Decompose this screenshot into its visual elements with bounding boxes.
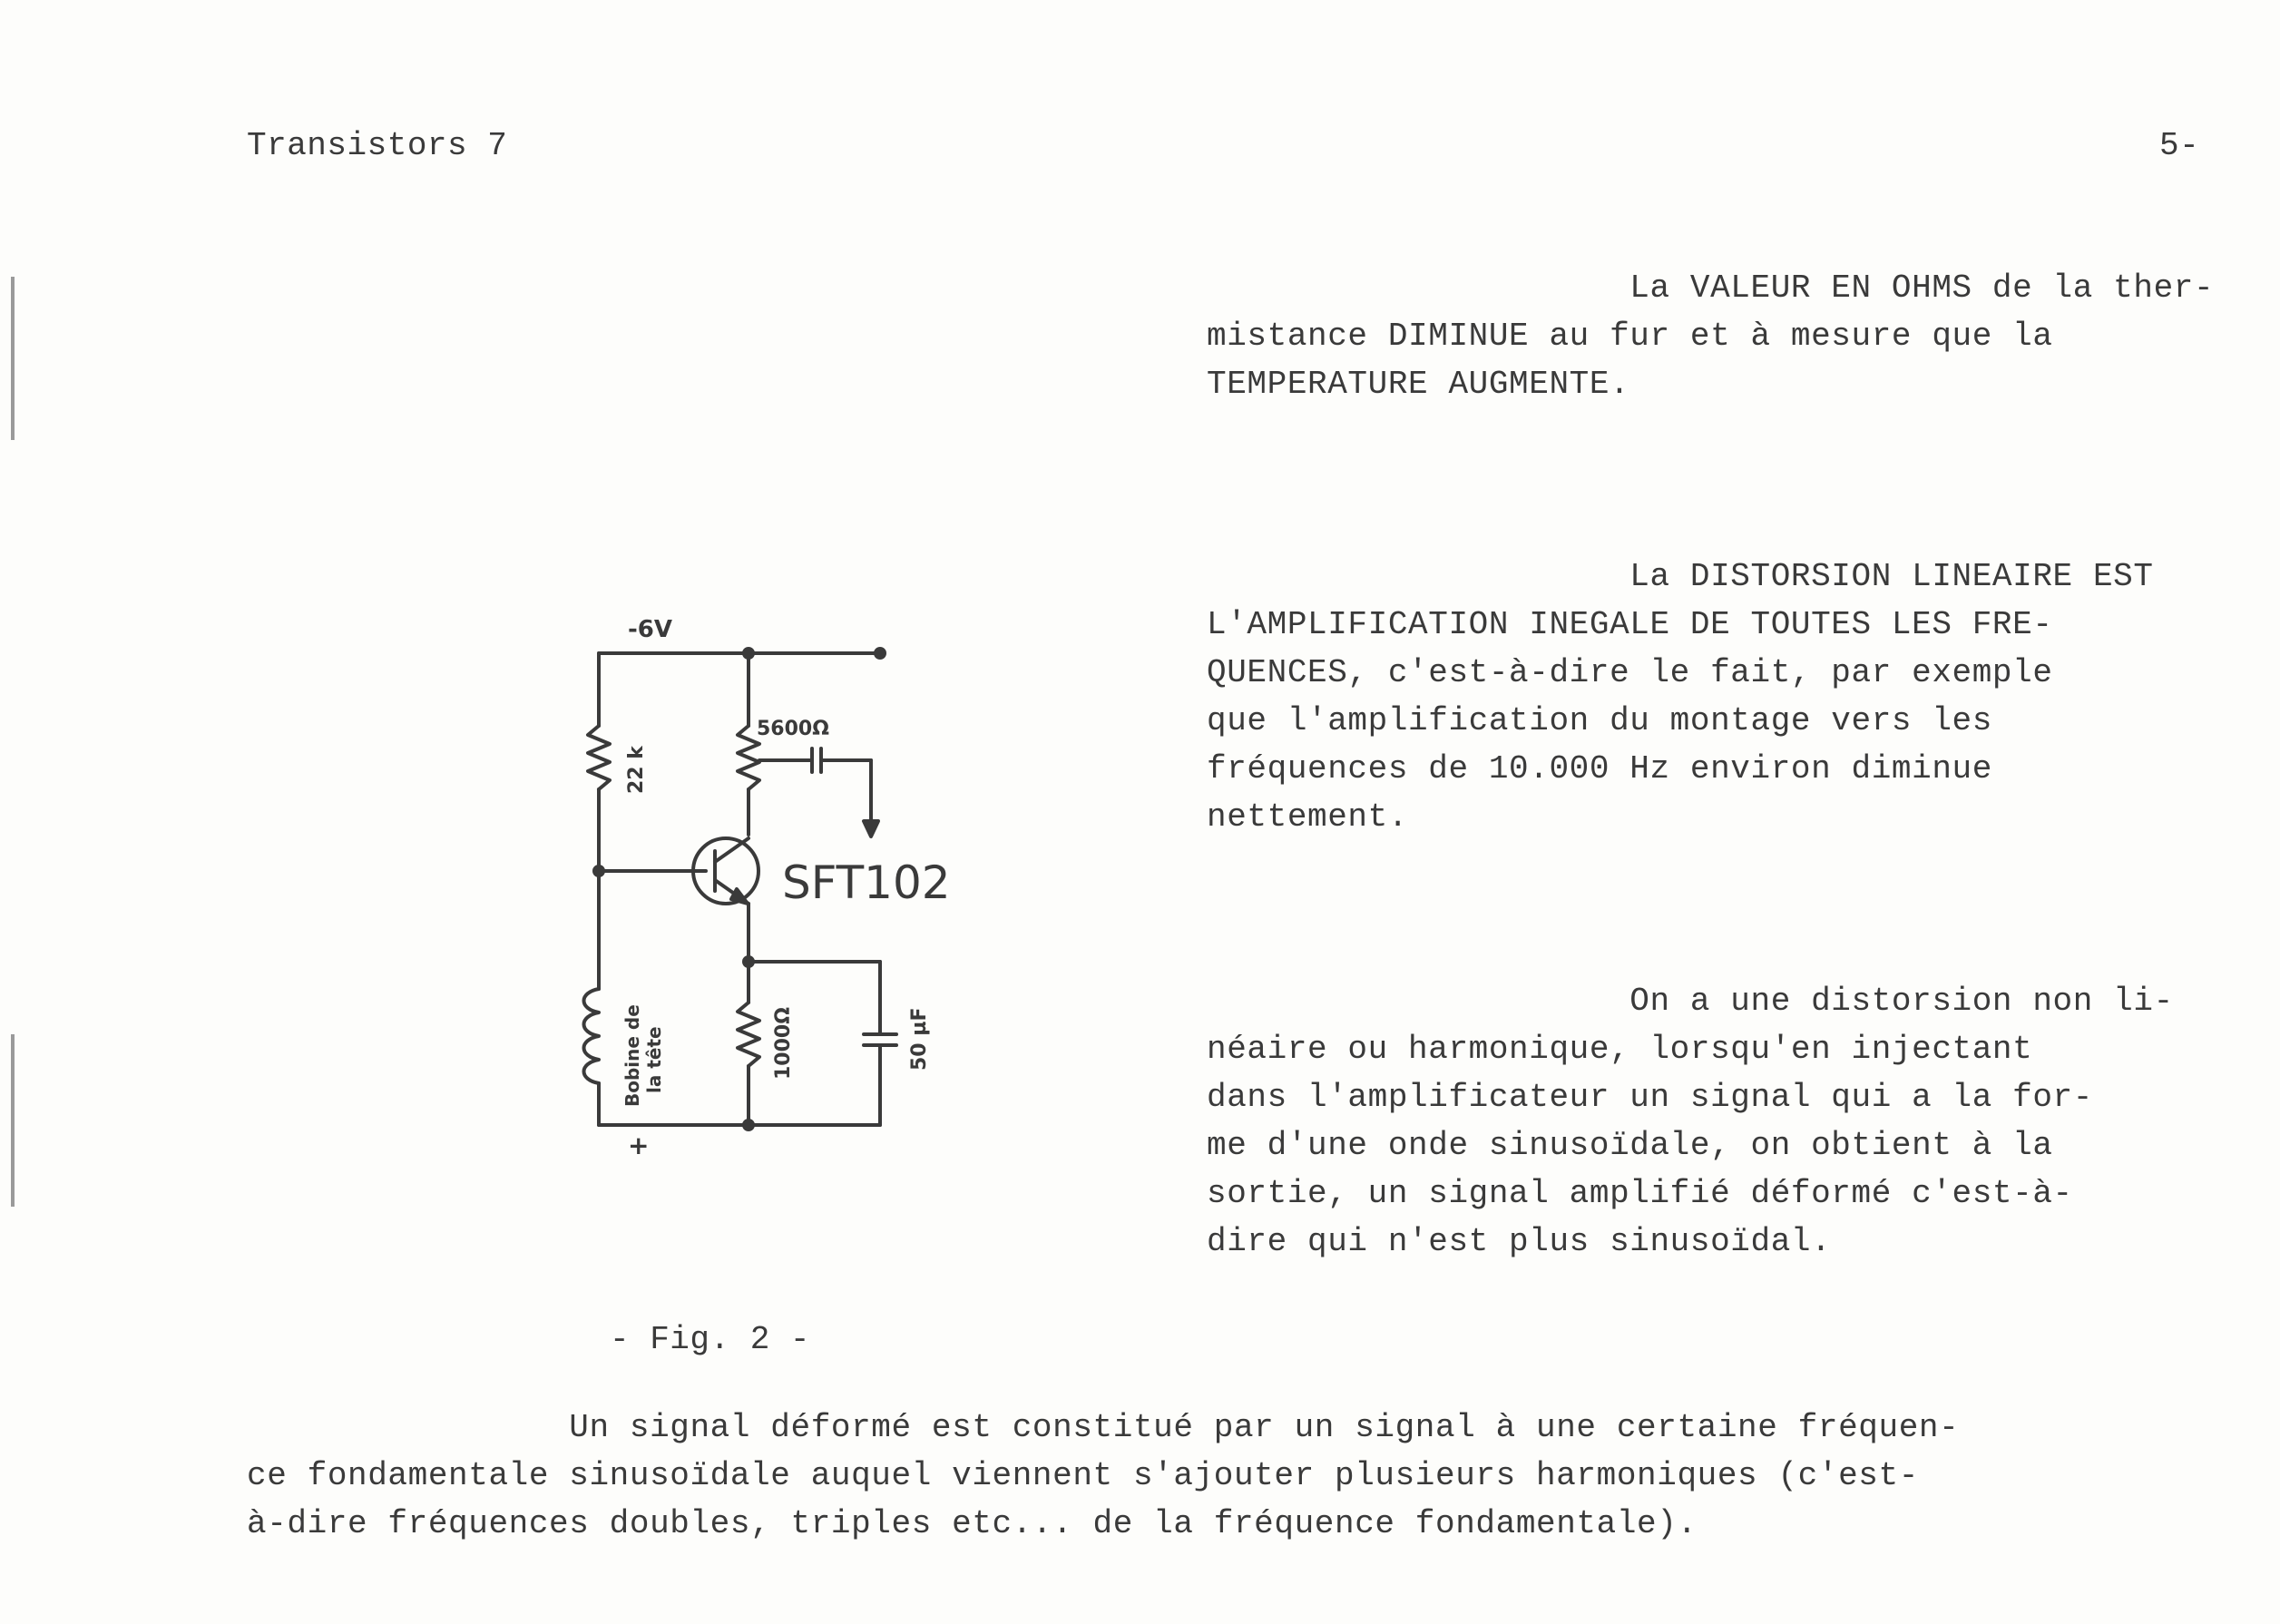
output-arrow-icon bbox=[864, 821, 878, 836]
running-header-title: Transistors 7 bbox=[247, 127, 508, 164]
label-r2: 5600Ω bbox=[757, 718, 829, 740]
paragraph-signal-deforme: Un signal déformé est constitué par un signal à une certaine fréquen- ce fondamentale sinusoïdale auquel viennent s'ajouter plusieurs harmoniques (c'est- à-dire fréquences doubles, triples etc... de la fréquence fondamentale). bbox=[247, 1409, 1960, 1542]
label-supply-voltage: -6V bbox=[628, 616, 673, 643]
resistor-22k bbox=[588, 726, 610, 789]
label-coil-line1: Bobine de bbox=[621, 1004, 643, 1107]
label-ground-plus: + bbox=[628, 1130, 650, 1160]
head-coil-inductor bbox=[584, 989, 600, 1083]
label-r3: 1000Ω bbox=[772, 1007, 795, 1080]
circuit-schematic bbox=[544, 599, 1016, 1161]
label-r1: 22 k bbox=[625, 746, 648, 794]
page-number: 5- bbox=[2159, 127, 2200, 164]
label-capacitor: 50 µF bbox=[908, 1007, 931, 1071]
paragraph-distorsion-lineaire: La DISTORSION LINEAIRE EST L'AMPLIFICATION INEGALE DE TOUTES LES FRE- QUENCES, c'est-à-dire le fait, par exemple que l'amplification du montage vers les fréquences de 10.000 Hz environ diminue nettement. bbox=[1207, 558, 2154, 836]
figure-caption: - Fig. 2 - bbox=[610, 1321, 811, 1358]
resistor-1000 bbox=[738, 1003, 759, 1066]
scan-margin-mark bbox=[11, 277, 15, 440]
scan-margin-mark bbox=[11, 1034, 15, 1207]
paragraph-distorsion-non-lineaire: On a une distorsion non li- néaire ou harmonique, lorsqu'en injectant dans l'amplificateur un signal qui a la for- me d'une onde sinusoïdale, on obtient à la sortie, un signal amplifié déformé c'est-à- dire qui n'est plus sinusoïdal. bbox=[1207, 983, 2174, 1260]
label-coil-line2: la tête bbox=[643, 1026, 665, 1093]
paragraph-thermistance: La VALEUR EN OHMS de la ther- mistance DIMINUE au fur et à mesure que la TEMPERATURE AUGMENTE. bbox=[1207, 269, 2215, 403]
circuit-diagram-figure bbox=[544, 599, 1016, 1161]
label-transistor: SFT102 bbox=[782, 856, 951, 909]
